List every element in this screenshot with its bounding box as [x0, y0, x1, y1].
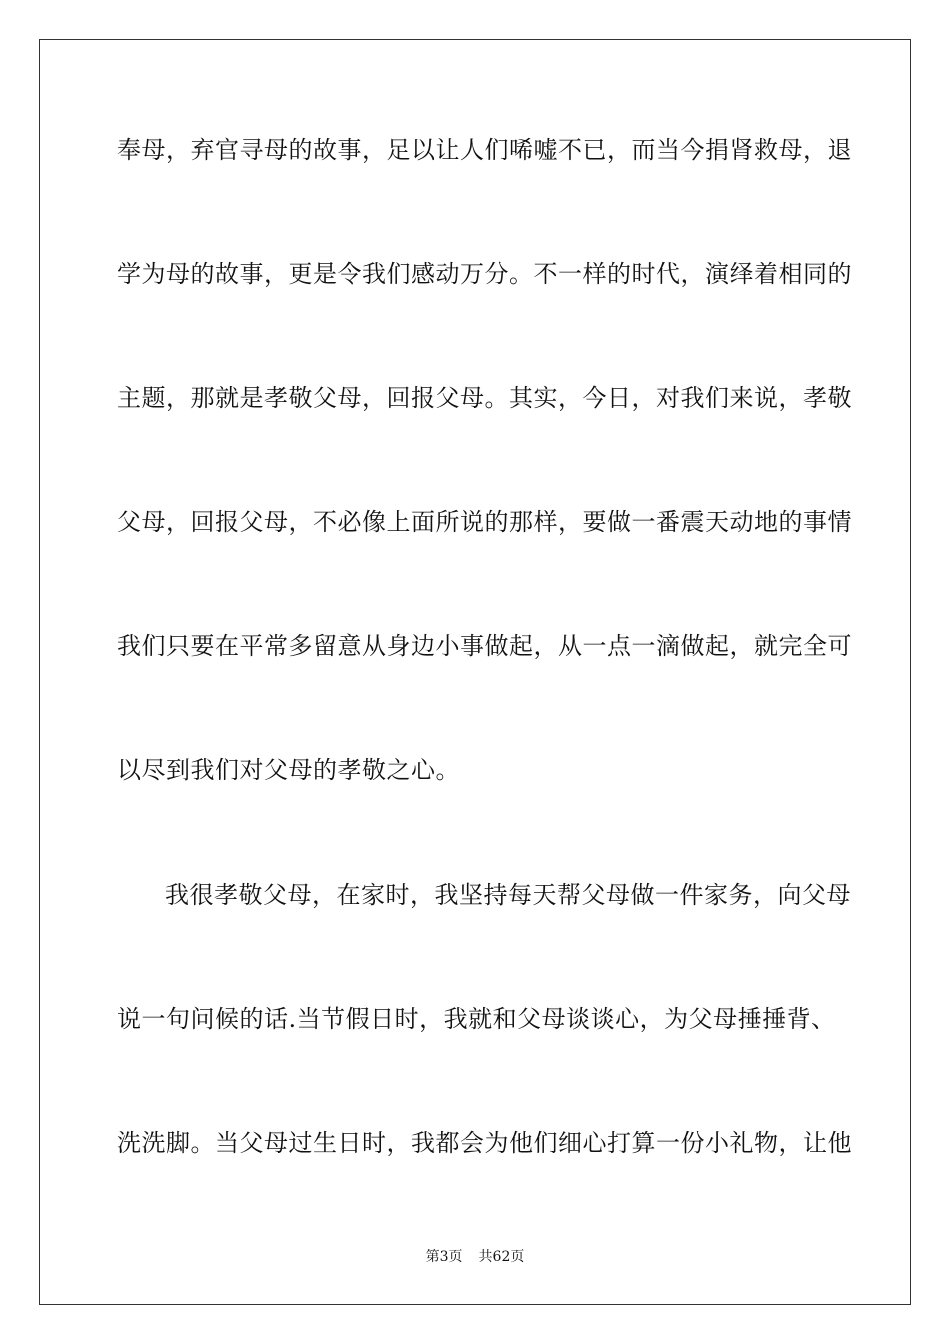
text-line-2: 学为母的故事，更是令我们感动万分。不一样的时代，演绎着相同的 [117, 260, 852, 288]
total-pages: 共62页 [478, 1249, 525, 1265]
text-line-8: 说一句问候的话.当节假日时，我就和父母谈谈心，为父母捶捶背、 [117, 1005, 836, 1033]
text-line-9: 洗洗脚。当父母过生日时，我都会为他们细心打算一份小礼物，让他 [117, 1129, 852, 1157]
text-line-1: 奉母，弃官寻母的故事，足以让人们唏嘘不已，而当今捐肾救母，退 [117, 136, 852, 164]
page-number: 第3页 [425, 1249, 463, 1265]
page-frame [39, 39, 911, 1305]
text-line-7: 我很孝敬父母，在家时，我坚持每天帮父母做一件家务，向父母 [165, 881, 851, 909]
text-line-5: 我们只要在平常多留意从身边小事做起，从一点一滴做起，就完全可 [117, 632, 852, 660]
text-line-4: 父母，回报父母，不必像上面所说的那样，要做一番震天动地的事情 [117, 508, 852, 536]
page-footer [0, 1248, 950, 1266]
text-line-3: 主题，那就是孝敬父母，回报父母。其实，今日，对我们来说，孝敬 [117, 384, 852, 412]
text-line-6: 以尽到我们对父母的孝敬之心。 [117, 756, 460, 784]
